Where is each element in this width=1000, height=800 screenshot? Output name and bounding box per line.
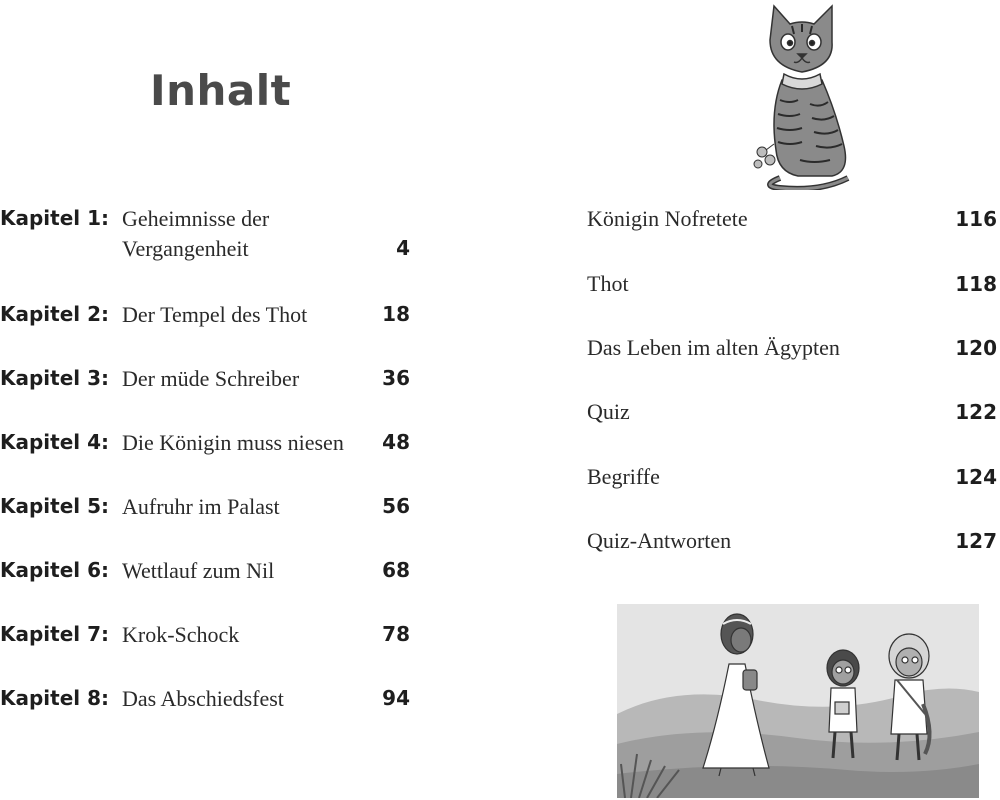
toc-entry-quiz-antworten[interactable]	[587, 526, 997, 558]
chapter-label: Kapitel 1:	[0, 206, 110, 230]
chapter-title: Die Königin muss niesen	[122, 430, 344, 455]
entry-title: Begriffe	[587, 464, 660, 489]
chapter-page: 4	[396, 236, 410, 260]
chapter-page: 48	[382, 430, 410, 454]
toc-entry-leben-aegypten[interactable]	[587, 333, 997, 365]
chapter-label: Kapitel 7:	[0, 622, 110, 646]
entry-title: Königin Nofretete	[587, 206, 748, 231]
chapter-title: Aufruhr im Palast	[122, 494, 280, 519]
toc-entry-begriffe[interactable]	[587, 462, 997, 494]
entry-page: 124	[955, 465, 997, 489]
chapter-label: Kapitel 4:	[0, 430, 110, 454]
cat-illustration	[740, 0, 860, 190]
entry-page: 127	[955, 529, 997, 553]
chapter-title: Geheimnisse der Vergangenheit	[122, 206, 270, 261]
entry-page: 116	[955, 207, 997, 231]
chapter-page: 68	[382, 558, 410, 582]
chapter-title: Der müde Schreiber	[122, 366, 300, 391]
chapter-label: Kapitel 5:	[0, 494, 110, 518]
entry-title: Quiz-Antworten	[587, 528, 732, 553]
chapter-title: Krok-Schock	[122, 622, 240, 647]
entry-page: 120	[955, 336, 997, 360]
entry-title: Quiz	[587, 399, 630, 424]
entry-page: 122	[955, 400, 997, 424]
chapter-label: Kapitel 2:	[0, 302, 110, 326]
chapter-title: Wettlauf zum Nil	[122, 558, 275, 583]
chapter-label: Kapitel 8:	[0, 686, 110, 710]
chapter-label: Kapitel 3:	[0, 366, 110, 390]
toc-entry-thot[interactable]	[587, 269, 997, 301]
chapter-page: 78	[382, 622, 410, 646]
entry-page: 118	[955, 272, 997, 296]
chapter-page: 56	[382, 494, 410, 518]
chapter-page: 36	[382, 366, 410, 390]
chapter-page: 18	[382, 302, 410, 326]
queen-and-children-illustration	[617, 604, 979, 798]
entry-title: Das Leben im alten Ägypten	[587, 335, 840, 360]
chapter-page: 94	[382, 686, 410, 710]
entry-title: Thot	[587, 271, 629, 296]
chapter-label: Kapitel 6:	[0, 558, 110, 582]
chapter-title: Der Tempel des Thot	[122, 302, 308, 327]
page-title: Inhalt	[150, 66, 292, 115]
chapter-title: Das Abschiedsfest	[122, 686, 284, 711]
toc-entry-nofretete[interactable]	[587, 204, 997, 236]
toc-entry-quiz[interactable]	[587, 397, 997, 429]
